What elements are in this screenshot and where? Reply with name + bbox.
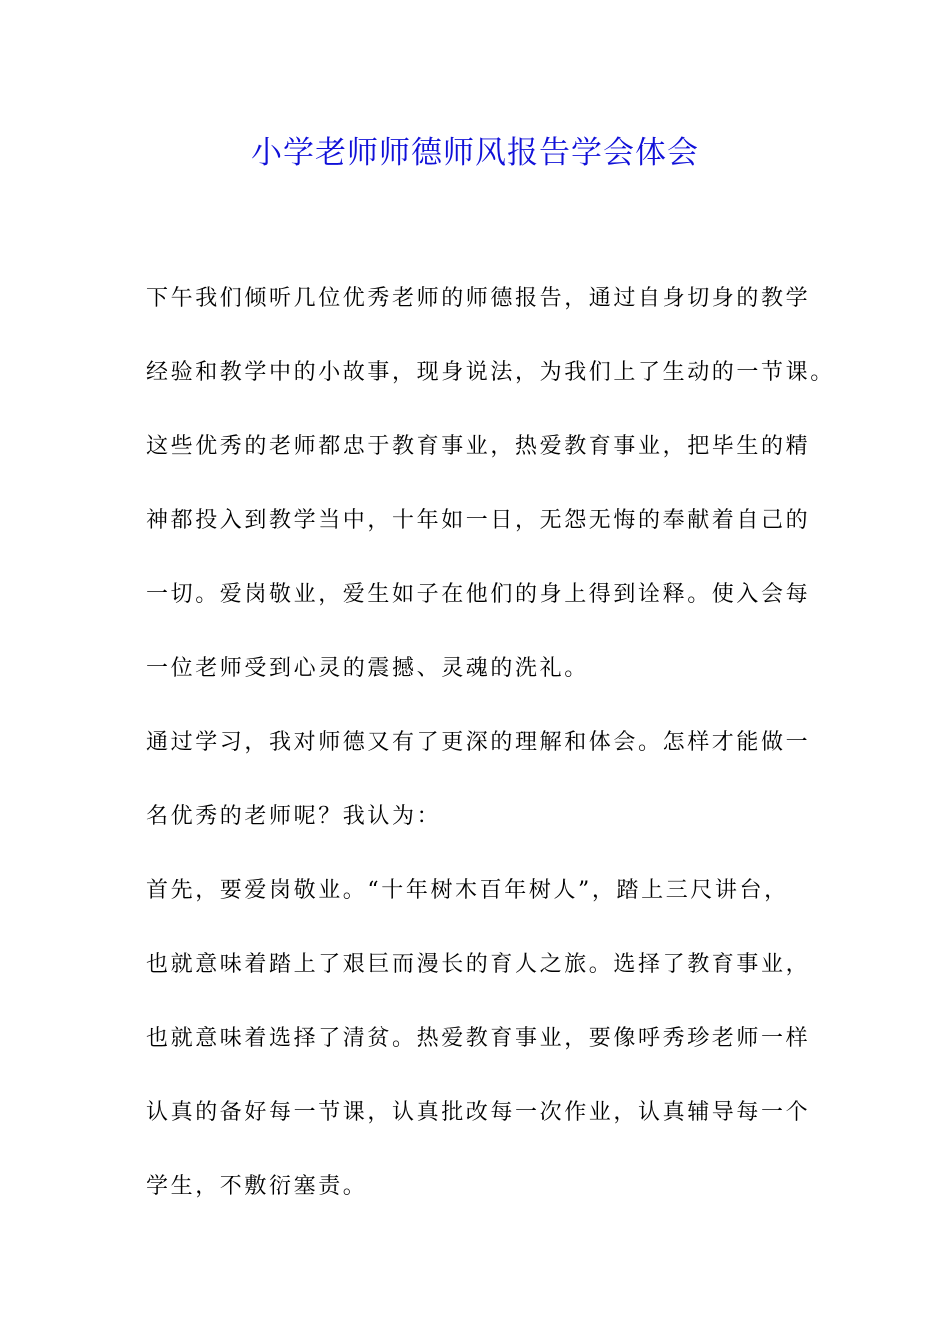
body-line: 学生，不敷衍塞责。 bbox=[146, 1174, 368, 1199]
body-line: 通过学习，我对师德又有了更深的理解和体会。怎样才能做一 bbox=[146, 730, 811, 755]
document-body bbox=[146, 262, 846, 1224]
document-title: 小学老师师德师风报告学会体会 bbox=[251, 135, 699, 171]
body-line: 也就意味着踏上了艰巨而漫长的育人之旅。选择了教育事业， bbox=[146, 952, 811, 977]
body-line: 下午我们倾听几位优秀老师的师德报告，通过自身切身的教学 bbox=[146, 286, 811, 311]
body-line: 一位老师受到心灵的震撼、灵魂的洗礼。 bbox=[146, 656, 589, 681]
body-line: 神都投入到教学当中，十年如一日，无怨无悔的奉献着自己的 bbox=[146, 508, 811, 533]
body-line: 名优秀的老师呢？我认为： bbox=[146, 804, 442, 829]
body-line: 一切。爱岗敬业，爱生如子在他们的身上得到诠释。使入会每 bbox=[146, 582, 811, 607]
body-line: 首先，要爱岗敬业。“十年树木百年树人”，踏上三尺讲台， bbox=[146, 878, 789, 903]
body-line: 认真的备好每一节课，认真批改每一次作业，认真辅导每一个 bbox=[146, 1100, 811, 1125]
body-line: 也就意味着选择了清贫。热爱教育事业，要像呼秀珍老师一样 bbox=[146, 1026, 811, 1051]
body-line: 这些优秀的老师都忠于教育事业，热爱教育事业，把毕生的精 bbox=[146, 434, 811, 459]
body-line: 经验和教学中的小故事，现身说法，为我们上了生动的一节课。 bbox=[146, 360, 835, 385]
